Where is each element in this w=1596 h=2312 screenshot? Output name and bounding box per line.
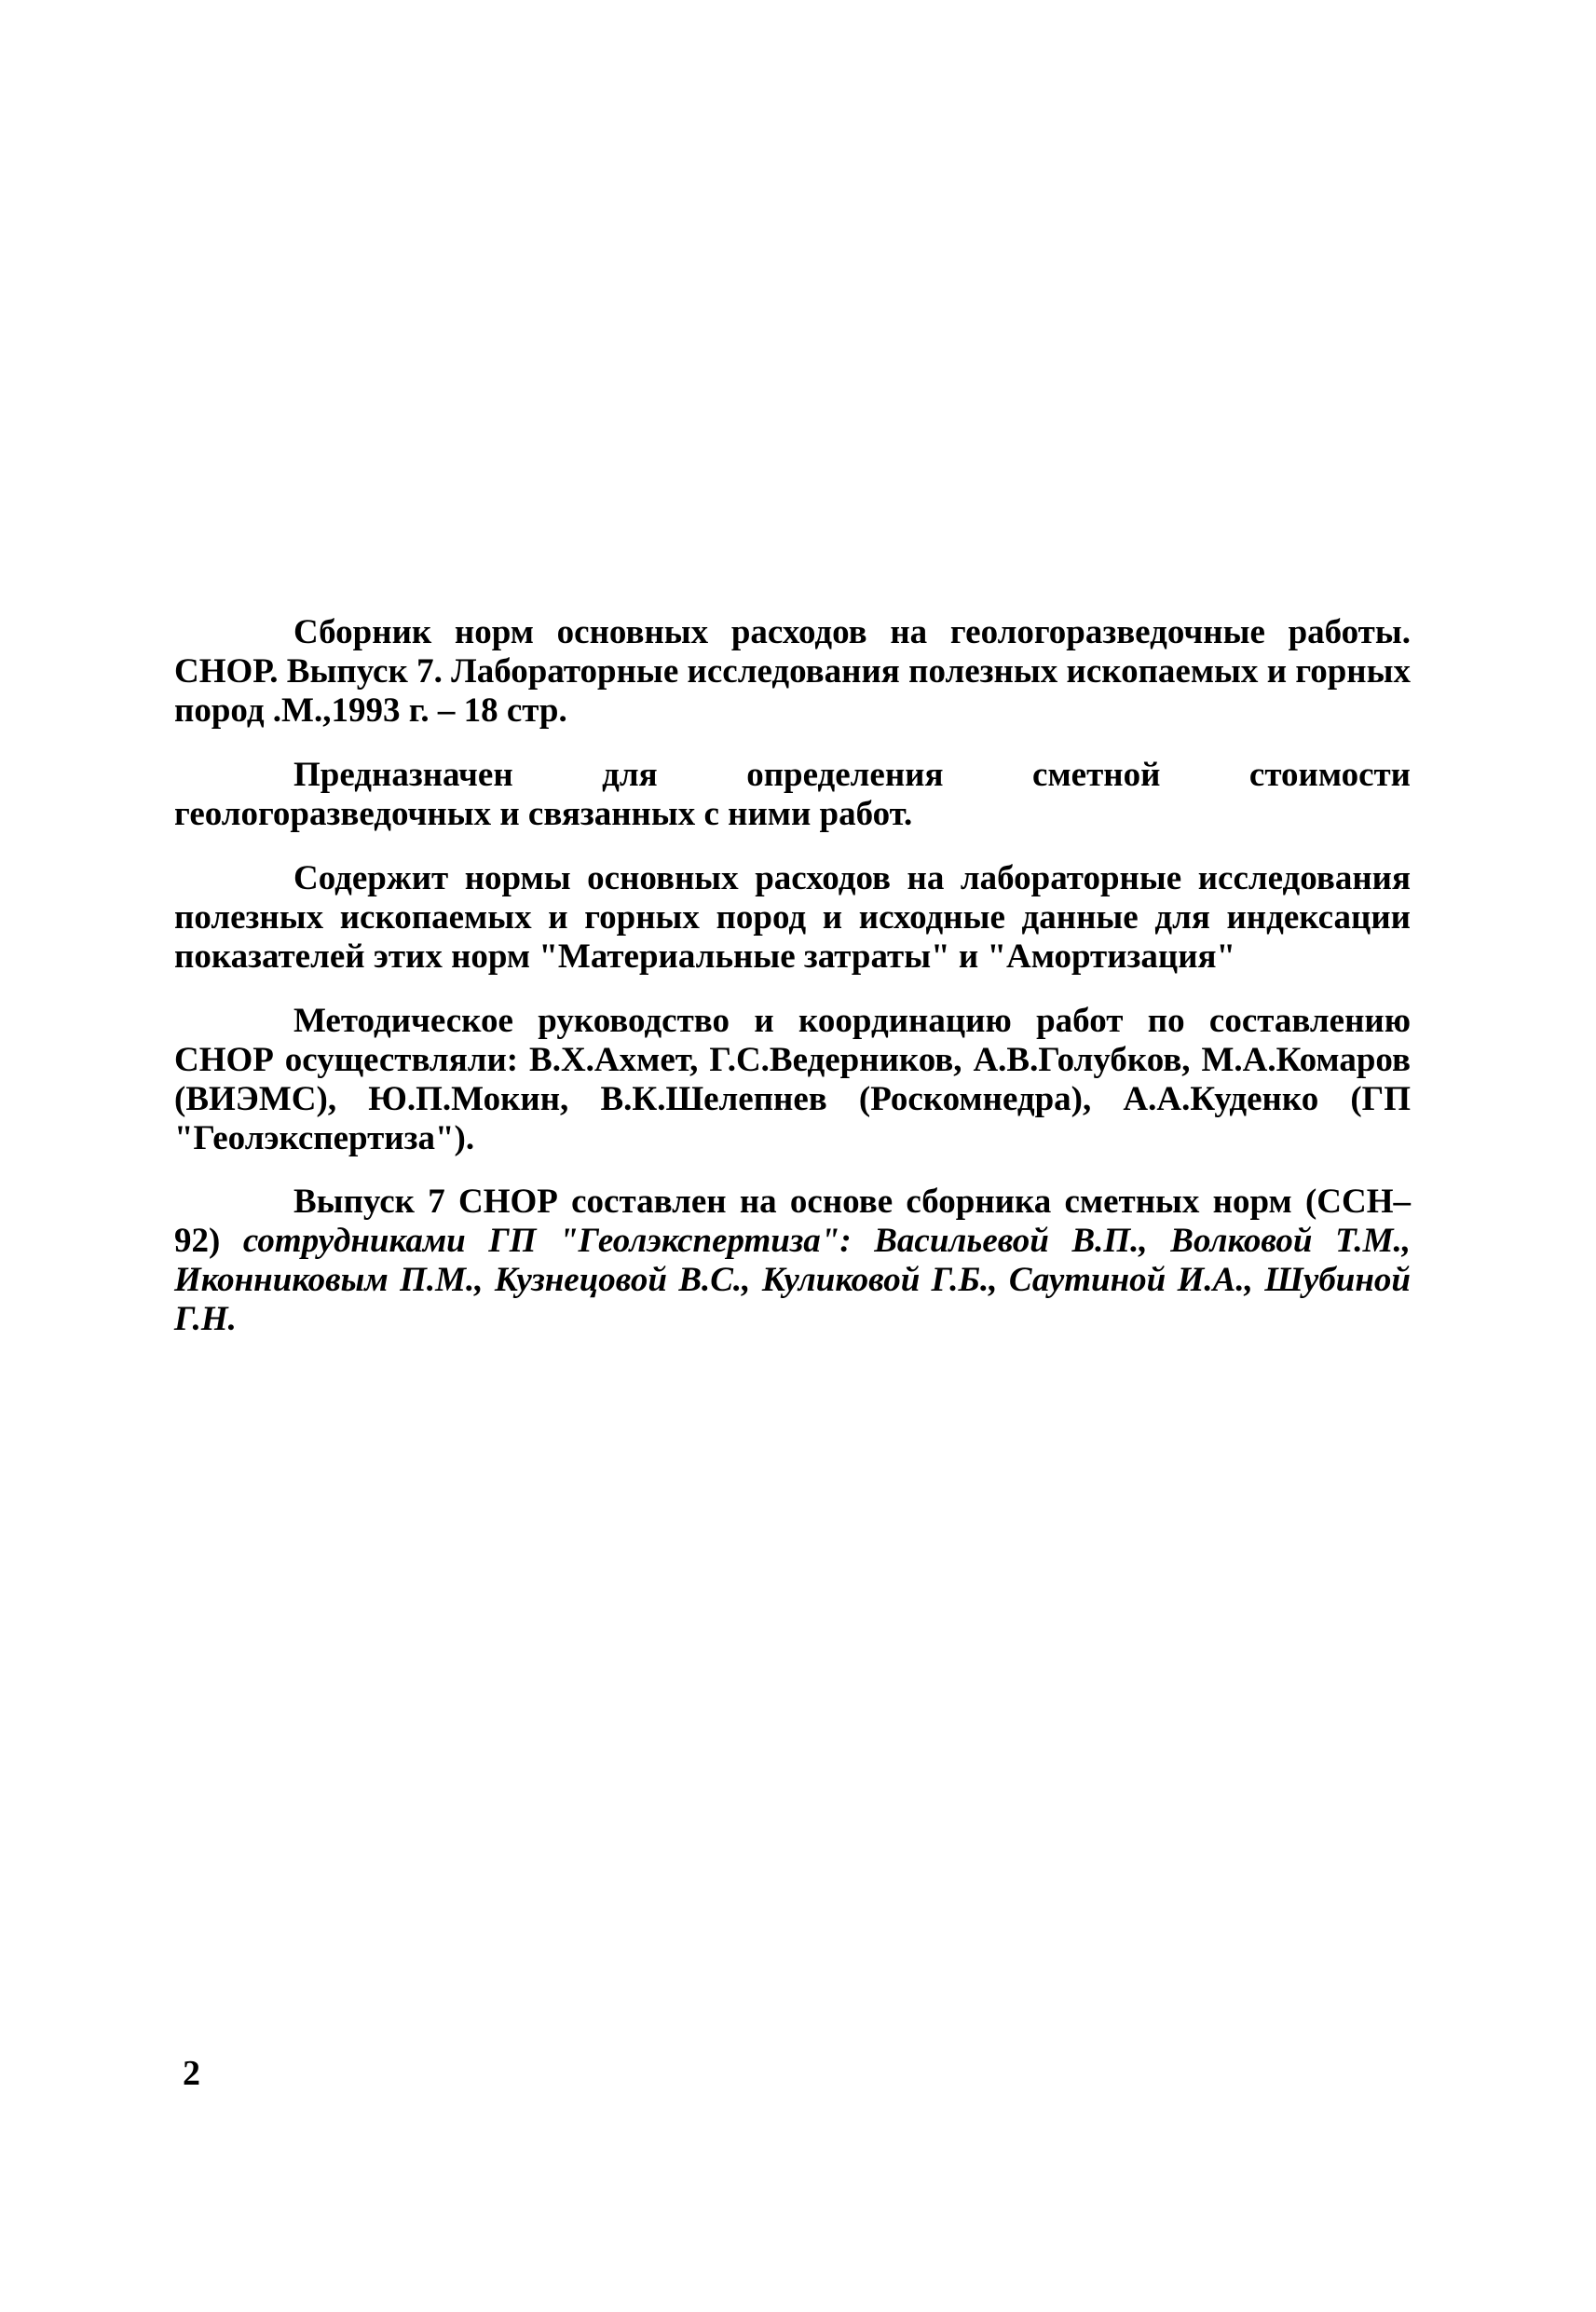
purpose-paragraph: Предназначен для определения сметной стоимости геологоразведочных и связанных с ними работ. — [174, 756, 1411, 833]
authors-italic-text: сотрудниками ГП "Геолэкспертиза": Васильевой В.П., Волковой Т.М., Иконниковым П.М., Кузнецовой В.С., Куликовой Г.Б., Саутиной И.А., Шубиной Г.Н. — [174, 1222, 1411, 1338]
supervision-paragraph: Методическое руководство и координацию работ по составлению СНОР осуществляли: В.Х.Ахмет, Г.С.Ведерников, А.В.Голубков, М.А.Комаров (ВИЭМС), Ю.П.Мокин, В.К.Шелепнев (Роскомнедра), А.А.Куденко (ГП "Геолэкспертиза"). — [174, 1002, 1411, 1157]
authors-lead-text: Выпуск 7 СНОР составлен на основе сборника сметных норм (ССН–92) — [174, 1183, 1411, 1260]
authors-paragraph — [174, 1183, 1411, 1339]
document-text — [174, 613, 1411, 1364]
page-number: 2 — [183, 2054, 200, 2093]
contents-paragraph: Содержит нормы основных расходов на лабораторные исследования полезных ископаемых и горных пород и исходные данные для индексации показателей этих норм "Материальные затраты" и "Амортизация" — [174, 859, 1411, 976]
bibliographic-paragraph: Сборник норм основных расходов на геологоразведочные работы. СНОР. Выпуск 7. Лабораторные исследования полезных ископаемых и горных пород .М.,1993 г. – 18 стр. — [174, 613, 1411, 730]
